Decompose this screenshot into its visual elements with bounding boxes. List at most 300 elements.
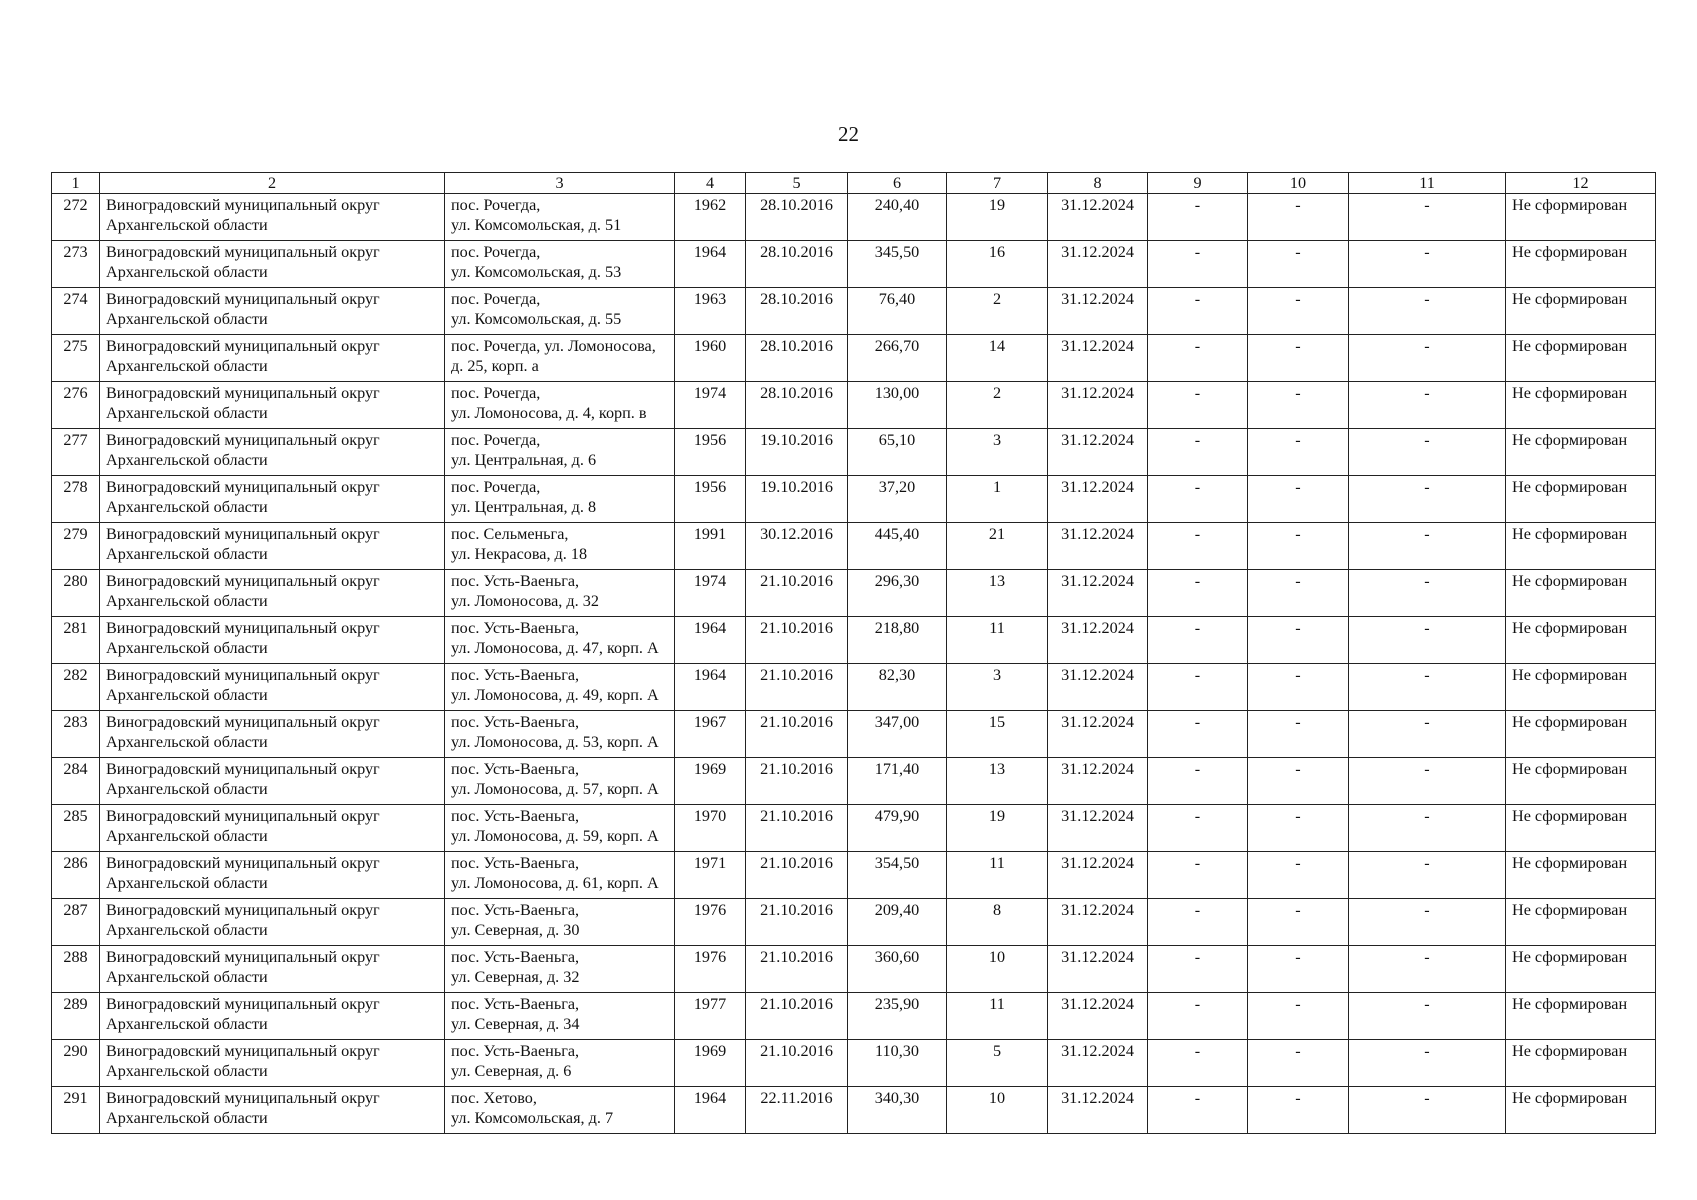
table-row	[52, 288, 1656, 335]
col10-cell: -	[1248, 758, 1349, 805]
page-number: 22	[838, 122, 859, 146]
row-number-cell: 275	[52, 335, 100, 382]
municipality-cell-line: Архангельской области	[106, 216, 268, 234]
address-cell-line: ул. Комсомольская, д. 53	[451, 263, 622, 281]
col10-cell: -	[1248, 523, 1349, 570]
address-cell-line: пос. Усть-Ваеньга,	[451, 807, 580, 825]
row-number-cell: 276	[52, 382, 100, 429]
municipality-cell	[100, 993, 445, 1040]
year-cell: 1969	[675, 758, 746, 805]
status-cell: Не сформирован	[1506, 523, 1656, 570]
column-number-row	[52, 173, 1656, 194]
address-cell-line: ул. Ломоносова, д. 59, корп. А	[451, 827, 659, 845]
deadline-cell: 31.12.2024	[1048, 570, 1148, 617]
table-row	[52, 805, 1656, 852]
municipality-cell-line: Виноградовский муниципальный округ	[106, 619, 380, 637]
table-row	[52, 241, 1656, 288]
municipality-cell-line: Виноградовский муниципальный округ	[106, 854, 380, 872]
address-cell	[445, 899, 675, 946]
year-cell: 1991	[675, 523, 746, 570]
municipality-cell-line: Архангельской области	[106, 1015, 268, 1033]
municipality-cell	[100, 523, 445, 570]
status-cell: Не сформирован	[1506, 1040, 1656, 1087]
address-cell-line: ул. Ломоносова, д. 57, корп. А	[451, 780, 659, 798]
address-cell	[445, 288, 675, 335]
address-cell	[445, 1040, 675, 1087]
status-cell: Не сформирован	[1506, 570, 1656, 617]
address-cell-line: пос. Усть-Ваеньга,	[451, 995, 580, 1013]
municipality-cell-line: Архангельской области	[106, 827, 268, 845]
table-row	[52, 429, 1656, 476]
deadline-cell: 31.12.2024	[1048, 711, 1148, 758]
address-cell-line: пос. Рочегда,	[451, 290, 541, 308]
municipality-cell-line: Архангельской области	[106, 686, 268, 704]
address-cell-line: пос. Усть-Ваеньга,	[451, 901, 580, 919]
area-cell: 345,50	[848, 241, 947, 288]
status-cell: Не сформирован	[1506, 946, 1656, 993]
date-cell: 28.10.2016	[746, 288, 848, 335]
col10-cell: -	[1248, 1087, 1349, 1134]
date-cell: 28.10.2016	[746, 335, 848, 382]
count-cell: 16	[947, 241, 1048, 288]
deadline-cell: 31.12.2024	[1048, 288, 1148, 335]
count-cell: 21	[947, 523, 1048, 570]
address-cell	[445, 382, 675, 429]
count-cell: 3	[947, 429, 1048, 476]
year-cell: 1971	[675, 852, 746, 899]
municipality-cell-line: Архангельской области	[106, 357, 268, 375]
municipality-cell-line: Виноградовский муниципальный округ	[106, 807, 380, 825]
col11-cell: -	[1349, 523, 1506, 570]
col10-cell: -	[1248, 852, 1349, 899]
date-cell: 19.10.2016	[746, 429, 848, 476]
table-row	[52, 523, 1656, 570]
year-cell: 1969	[675, 1040, 746, 1087]
row-number-cell: 281	[52, 617, 100, 664]
col11-cell: -	[1349, 382, 1506, 429]
count-cell: 19	[947, 805, 1048, 852]
count-cell: 10	[947, 946, 1048, 993]
address-cell-line: ул. Ломоносова, д. 32	[451, 592, 599, 610]
municipality-cell-line: Архангельской области	[106, 310, 268, 328]
deadline-cell: 31.12.2024	[1048, 194, 1148, 241]
row-number-cell: 286	[52, 852, 100, 899]
col11-cell: -	[1349, 194, 1506, 241]
address-cell-line: пос. Сельменьга,	[451, 525, 569, 543]
column-header: 2	[100, 173, 445, 194]
municipality-cell-line: Виноградовский муниципальный округ	[106, 384, 380, 402]
address-cell	[445, 664, 675, 711]
status-cell: Не сформирован	[1506, 1087, 1656, 1134]
column-header: 6	[848, 173, 947, 194]
address-cell-line: ул. Ломоносова, д. 4, корп. в	[451, 404, 647, 422]
address-cell-line: пос. Хетово,	[451, 1089, 537, 1107]
status-cell: Не сформирован	[1506, 429, 1656, 476]
area-cell: 445,40	[848, 523, 947, 570]
col9-cell: -	[1148, 852, 1248, 899]
deadline-cell: 31.12.2024	[1048, 429, 1148, 476]
col10-cell: -	[1248, 664, 1349, 711]
deadline-cell: 31.12.2024	[1048, 523, 1148, 570]
address-cell	[445, 711, 675, 758]
date-cell: 21.10.2016	[746, 758, 848, 805]
row-number-cell: 291	[52, 1087, 100, 1134]
count-cell: 11	[947, 852, 1048, 899]
status-cell: Не сформирован	[1506, 758, 1656, 805]
column-header: 11	[1349, 173, 1506, 194]
municipality-cell	[100, 382, 445, 429]
address-cell-line: ул. Ломоносова, д. 61, корп. А	[451, 874, 659, 892]
registry-table	[51, 172, 1656, 1134]
municipality-cell-line: Виноградовский муниципальный округ	[106, 196, 380, 214]
address-cell-line: ул. Центральная, д. 8	[451, 498, 597, 516]
address-cell-line: пос. Усть-Ваеньга,	[451, 619, 580, 637]
deadline-cell: 31.12.2024	[1048, 899, 1148, 946]
row-number-cell: 284	[52, 758, 100, 805]
area-cell: 218,80	[848, 617, 947, 664]
municipality-cell-line: Виноградовский муниципальный округ	[106, 525, 380, 543]
address-cell	[445, 993, 675, 1040]
address-cell-line: пос. Усть-Ваеньга,	[451, 854, 580, 872]
address-cell-line: пос. Рочегда, ул. Ломоносова,	[451, 337, 656, 355]
area-cell: 354,50	[848, 852, 947, 899]
area-cell: 240,40	[848, 194, 947, 241]
municipality-cell-line: Архангельской области	[106, 968, 268, 986]
column-header: 12	[1506, 173, 1656, 194]
deadline-cell: 31.12.2024	[1048, 852, 1148, 899]
area-cell: 76,40	[848, 288, 947, 335]
col10-cell: -	[1248, 241, 1349, 288]
col9-cell: -	[1148, 899, 1248, 946]
table-body	[52, 194, 1656, 1134]
year-cell: 1964	[675, 241, 746, 288]
municipality-cell-line: Архангельской области	[106, 404, 268, 422]
municipality-cell	[100, 241, 445, 288]
deadline-cell: 31.12.2024	[1048, 476, 1148, 523]
row-number-cell: 274	[52, 288, 100, 335]
col9-cell: -	[1148, 758, 1248, 805]
municipality-cell	[100, 758, 445, 805]
status-cell: Не сформирован	[1506, 382, 1656, 429]
area-cell: 266,70	[848, 335, 947, 382]
area-cell: 235,90	[848, 993, 947, 1040]
municipality-cell-line: Виноградовский муниципальный округ	[106, 666, 380, 684]
deadline-cell: 31.12.2024	[1048, 335, 1148, 382]
status-cell: Не сформирован	[1506, 664, 1656, 711]
deadline-cell: 31.12.2024	[1048, 993, 1148, 1040]
address-cell-line: пос. Усть-Ваеньга,	[451, 572, 580, 590]
date-cell: 28.10.2016	[746, 382, 848, 429]
column-header: 4	[675, 173, 746, 194]
status-cell: Не сформирован	[1506, 241, 1656, 288]
table-row	[52, 1087, 1656, 1134]
row-number-cell: 273	[52, 241, 100, 288]
address-cell-line: ул. Северная, д. 34	[451, 1015, 580, 1033]
address-cell-line: ул. Комсомольская, д. 55	[451, 310, 622, 328]
municipality-cell	[100, 476, 445, 523]
date-cell: 28.10.2016	[746, 194, 848, 241]
municipality-cell-line: Виноградовский муниципальный округ	[106, 431, 380, 449]
status-cell: Не сформирован	[1506, 617, 1656, 664]
municipality-cell-line: Виноградовский муниципальный округ	[106, 995, 380, 1013]
table-row	[52, 758, 1656, 805]
area-cell: 37,20	[848, 476, 947, 523]
table-row	[52, 711, 1656, 758]
address-cell-line: ул. Ломоносова, д. 47, корп. А	[451, 639, 659, 657]
municipality-cell-line: Виноградовский муниципальный округ	[106, 948, 380, 966]
status-cell: Не сформирован	[1506, 335, 1656, 382]
date-cell: 21.10.2016	[746, 946, 848, 993]
municipality-cell	[100, 852, 445, 899]
table-row	[52, 946, 1656, 993]
row-number-cell: 288	[52, 946, 100, 993]
col11-cell: -	[1349, 805, 1506, 852]
municipality-cell	[100, 617, 445, 664]
deadline-cell: 31.12.2024	[1048, 758, 1148, 805]
area-cell: 209,40	[848, 899, 947, 946]
year-cell: 1962	[675, 194, 746, 241]
table-row	[52, 335, 1656, 382]
address-cell-line: д. 25, корп. а	[451, 357, 539, 375]
area-cell: 171,40	[848, 758, 947, 805]
municipality-cell-line: Архангельской области	[106, 1062, 268, 1080]
col9-cell: -	[1148, 523, 1248, 570]
area-cell: 479,90	[848, 805, 947, 852]
col9-cell: -	[1148, 664, 1248, 711]
deadline-cell: 31.12.2024	[1048, 241, 1148, 288]
municipality-cell	[100, 288, 445, 335]
municipality-cell	[100, 711, 445, 758]
col11-cell: -	[1349, 335, 1506, 382]
municipality-cell-line: Архангельской области	[106, 592, 268, 610]
date-cell: 21.10.2016	[746, 617, 848, 664]
municipality-cell	[100, 946, 445, 993]
col9-cell: -	[1148, 194, 1248, 241]
year-cell: 1956	[675, 476, 746, 523]
column-header: 5	[746, 173, 848, 194]
col9-cell: -	[1148, 1087, 1248, 1134]
col10-cell: -	[1248, 993, 1349, 1040]
area-cell: 360,60	[848, 946, 947, 993]
address-cell-line: пос. Рочегда,	[451, 196, 541, 214]
row-number-cell: 277	[52, 429, 100, 476]
col10-cell: -	[1248, 429, 1349, 476]
year-cell: 1960	[675, 335, 746, 382]
area-cell: 130,00	[848, 382, 947, 429]
col11-cell: -	[1349, 758, 1506, 805]
row-number-cell: 272	[52, 194, 100, 241]
municipality-cell-line: Виноградовский муниципальный округ	[106, 290, 380, 308]
col10-cell: -	[1248, 617, 1349, 664]
date-cell: 21.10.2016	[746, 1040, 848, 1087]
count-cell: 11	[947, 617, 1048, 664]
municipality-cell-line: Виноградовский муниципальный округ	[106, 760, 380, 778]
municipality-cell	[100, 570, 445, 617]
table-row	[52, 476, 1656, 523]
address-cell	[445, 429, 675, 476]
table-row	[52, 993, 1656, 1040]
col11-cell: -	[1349, 1040, 1506, 1087]
col10-cell: -	[1248, 946, 1349, 993]
municipality-cell	[100, 335, 445, 382]
col9-cell: -	[1148, 1040, 1248, 1087]
address-cell-line: ул. Комсомольская, д. 51	[451, 216, 622, 234]
status-cell: Не сформирован	[1506, 852, 1656, 899]
col10-cell: -	[1248, 382, 1349, 429]
col10-cell: -	[1248, 570, 1349, 617]
address-cell-line: ул. Северная, д. 30	[451, 921, 580, 939]
area-cell: 82,30	[848, 664, 947, 711]
col11-cell: -	[1349, 899, 1506, 946]
col9-cell: -	[1148, 382, 1248, 429]
year-cell: 1964	[675, 617, 746, 664]
year-cell: 1956	[675, 429, 746, 476]
address-cell	[445, 617, 675, 664]
deadline-cell: 31.12.2024	[1048, 382, 1148, 429]
date-cell: 21.10.2016	[746, 899, 848, 946]
column-header: 3	[445, 173, 675, 194]
col9-cell: -	[1148, 476, 1248, 523]
municipality-cell-line: Виноградовский муниципальный округ	[106, 337, 380, 355]
deadline-cell: 31.12.2024	[1048, 1087, 1148, 1134]
row-number-cell: 289	[52, 993, 100, 1040]
address-cell-line: пос. Рочегда,	[451, 431, 541, 449]
col10-cell: -	[1248, 711, 1349, 758]
deadline-cell: 31.12.2024	[1048, 946, 1148, 993]
municipality-cell	[100, 664, 445, 711]
date-cell: 22.11.2016	[746, 1087, 848, 1134]
address-cell-line: пос. Усть-Ваеньга,	[451, 666, 580, 684]
address-cell	[445, 946, 675, 993]
municipality-cell-line: Архангельской области	[106, 780, 268, 798]
col11-cell: -	[1349, 1087, 1506, 1134]
year-cell: 1963	[675, 288, 746, 335]
address-cell	[445, 805, 675, 852]
year-cell: 1974	[675, 570, 746, 617]
col9-cell: -	[1148, 570, 1248, 617]
table-row	[52, 1040, 1656, 1087]
municipality-cell	[100, 805, 445, 852]
count-cell: 1	[947, 476, 1048, 523]
address-cell-line: ул. Северная, д. 32	[451, 968, 580, 986]
status-cell: Не сформирован	[1506, 711, 1656, 758]
address-cell-line: ул. Некрасова, д. 18	[451, 545, 588, 563]
col11-cell: -	[1349, 852, 1506, 899]
municipality-cell-line: Виноградовский муниципальный округ	[106, 901, 380, 919]
count-cell: 10	[947, 1087, 1048, 1134]
row-number-cell: 283	[52, 711, 100, 758]
address-cell	[445, 241, 675, 288]
column-header: 9	[1148, 173, 1248, 194]
address-cell-line: ул. Центральная, д. 6	[451, 451, 597, 469]
area-cell: 110,30	[848, 1040, 947, 1087]
table-row	[52, 664, 1656, 711]
address-cell	[445, 335, 675, 382]
col10-cell: -	[1248, 335, 1349, 382]
row-number-cell: 279	[52, 523, 100, 570]
year-cell: 1964	[675, 664, 746, 711]
date-cell: 21.10.2016	[746, 664, 848, 711]
count-cell: 8	[947, 899, 1048, 946]
col9-cell: -	[1148, 946, 1248, 993]
count-cell: 19	[947, 194, 1048, 241]
col11-cell: -	[1349, 993, 1506, 1040]
address-cell	[445, 758, 675, 805]
deadline-cell: 31.12.2024	[1048, 664, 1148, 711]
municipality-cell-line: Архангельской области	[106, 451, 268, 469]
area-cell: 347,00	[848, 711, 947, 758]
municipality-cell-line: Виноградовский муниципальный округ	[106, 572, 380, 590]
count-cell: 13	[947, 758, 1048, 805]
col11-cell: -	[1349, 476, 1506, 523]
row-number-cell: 290	[52, 1040, 100, 1087]
row-number-cell: 280	[52, 570, 100, 617]
col9-cell: -	[1148, 429, 1248, 476]
municipality-cell-line: Архангельской области	[106, 639, 268, 657]
col10-cell: -	[1248, 1040, 1349, 1087]
year-cell: 1970	[675, 805, 746, 852]
municipality-cell-line: Виноградовский муниципальный округ	[106, 478, 380, 496]
col9-cell: -	[1148, 617, 1248, 664]
col9-cell: -	[1148, 805, 1248, 852]
area-cell: 340,30	[848, 1087, 947, 1134]
count-cell: 5	[947, 1040, 1048, 1087]
col10-cell: -	[1248, 288, 1349, 335]
row-number-cell: 282	[52, 664, 100, 711]
table-row	[52, 382, 1656, 429]
col9-cell: -	[1148, 335, 1248, 382]
year-cell: 1967	[675, 711, 746, 758]
municipality-cell-line: Архангельской области	[106, 545, 268, 563]
status-cell: Не сформирован	[1506, 993, 1656, 1040]
col11-cell: -	[1349, 288, 1506, 335]
address-cell	[445, 1087, 675, 1134]
col11-cell: -	[1349, 617, 1506, 664]
address-cell-line: ул. Ломоносова, д. 49, корп. А	[451, 686, 659, 704]
municipality-cell	[100, 194, 445, 241]
address-cell-line: пос. Усть-Ваеньга,	[451, 713, 580, 731]
count-cell: 2	[947, 382, 1048, 429]
municipality-cell	[100, 1087, 445, 1134]
table-row	[52, 570, 1656, 617]
date-cell: 21.10.2016	[746, 993, 848, 1040]
count-cell: 13	[947, 570, 1048, 617]
deadline-cell: 31.12.2024	[1048, 617, 1148, 664]
municipality-cell	[100, 899, 445, 946]
status-cell: Не сформирован	[1506, 288, 1656, 335]
date-cell: 19.10.2016	[746, 476, 848, 523]
date-cell: 21.10.2016	[746, 711, 848, 758]
table-row	[52, 194, 1656, 241]
count-cell: 11	[947, 993, 1048, 1040]
municipality-cell	[100, 1040, 445, 1087]
municipality-cell-line: Архангельской области	[106, 921, 268, 939]
year-cell: 1974	[675, 382, 746, 429]
date-cell: 28.10.2016	[746, 241, 848, 288]
status-cell: Не сформирован	[1506, 194, 1656, 241]
status-cell: Не сформирован	[1506, 805, 1656, 852]
table-row	[52, 617, 1656, 664]
municipality-cell-line: Архангельской области	[106, 498, 268, 516]
municipality-cell-line: Виноградовский муниципальный округ	[106, 1089, 380, 1107]
address-cell-line: ул. Комсомольская, д. 7	[451, 1109, 614, 1127]
count-cell: 3	[947, 664, 1048, 711]
area-cell: 296,30	[848, 570, 947, 617]
date-cell: 21.10.2016	[746, 852, 848, 899]
address-cell	[445, 852, 675, 899]
column-header: 7	[947, 173, 1048, 194]
col11-cell: -	[1349, 570, 1506, 617]
